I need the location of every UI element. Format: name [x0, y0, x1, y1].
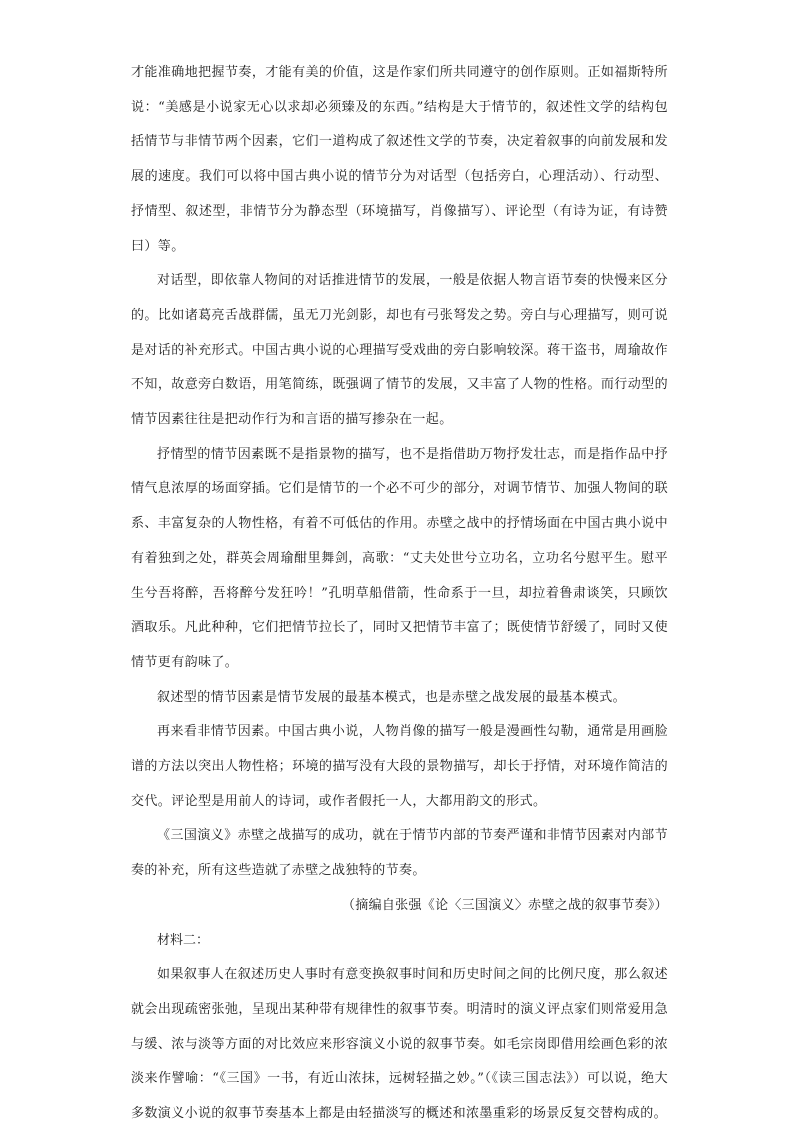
- paragraph-4: 叙述型的情节因素是情节发展的最基本模式，也是赤壁之战发展的最基本模式。: [157, 689, 627, 705]
- material-label: 材料二：: [157, 932, 210, 948]
- document-page: [131, 56, 668, 1132]
- paragraph-5: 再来看非情节因素。中国古典小说，人物肖像的描写一般是漫画性勾勒，通常是用画脸谱的方法以突出人物性格；环境的描写没有大段的景物描写，却长于抒情，对环境作简洁的交代。评论型是用前人的诗词，或作者假托一人，大都用韵文的形式。: [131, 724, 668, 809]
- paragraph-6: 《三国演义》赤壁之战描写的成功，就在于情节内部的节奏严谨和非情节因素对内部节奏的补充，所有这些造就了赤壁之战独特的节奏。: [131, 828, 668, 879]
- paragraph-3: 抒情型的情节因素既不是指景物的描写，也不是指借助万物抒发壮志，而是指作品中抒情气息浓厚的场面穿插。它们是情节的一个必不可少的部分，对调节情节、加强人物间的联系、丰富复杂的人物性格，有着不可低估的作用。赤壁之战中的抒情场面在中国古典小说中有着独到之处，群英会周瑜酣里舞剑，高歌：“丈夫处世兮立功名，立功名兮慰平生。慰平生兮吾将醉，吾将醉兮发狂吟！”孔明草船借箭，性命系于一旦，却拉着鲁肃谈笑，只顾饮酒取乐。凡此种种，它们把情节拉长了，同时又把情节丰富了；既使情节舒缓了，同时又使情节更有韵味了。: [131, 446, 668, 670]
- source-citation: （摘编自张强《论〈三国演义〉赤壁之战的叙事节奏》）: [341, 897, 668, 913]
- paragraph-1: 才能准确地把握节奏，才能有美的价值，这是作家们所共同遵守的创作原则。正如福斯特所说：“美感是小说家无心以求却必须臻及的东西。”结构是大于情节的，叙述性文学的结构包括情节与非情节两个因素，它们一道构成了叙述性文学的节奏，决定着叙事的向前发展和发展的速度。我们可以将中国古典小说的情节分为对话型（包括旁白，心理活动）、行动型、抒情型、叙述型，非情节分为静态型（环境描写，肖像描写）、评论型（有诗为证，有诗赞曰）等。: [131, 65, 668, 254]
- paragraph-2: 对话型，即依靠人物间的对话推进情节的发展，一般是依据人物言语节奏的快慢来区分的。比如诸葛亮舌战群儒，虽无刀光剑影，却也有弓张弩发之势。旁白与心理描写，则可说是对话的补充形式。中国古典小说的心理描写受戏曲的旁白影响较深。蒋干盗书，周瑜故作不知，故意旁白数语，用笔简练，既强调了情节的发展，又丰富了人物的性格。而行动型的情节因素往往是把动作行为和言语的描写掺杂在一起。: [131, 273, 668, 428]
- material-paragraph: 如果叙事人在叙述历史人事时有意变换叙事时间和历史时间之间的比例尺度，那么叙述就会出现疏密张弛，呈现出某种带有规律性的叙事节奏。明清时的演义评点家们则常爱用急与缓、浓与淡等方面的对比效应来形容演义小说的叙事节奏。如毛宗岗即借用绘画色彩的浓淡来作譬喻：“《三国》一书，有近山浓抹，远树轻描之妙。”（《读三国志法》）可以说，绝大多数演义小说的叙事节奏基本上都是由轻描淡写的概述和浓墨重彩的场景反复交替构成的。: [131, 967, 668, 1122]
